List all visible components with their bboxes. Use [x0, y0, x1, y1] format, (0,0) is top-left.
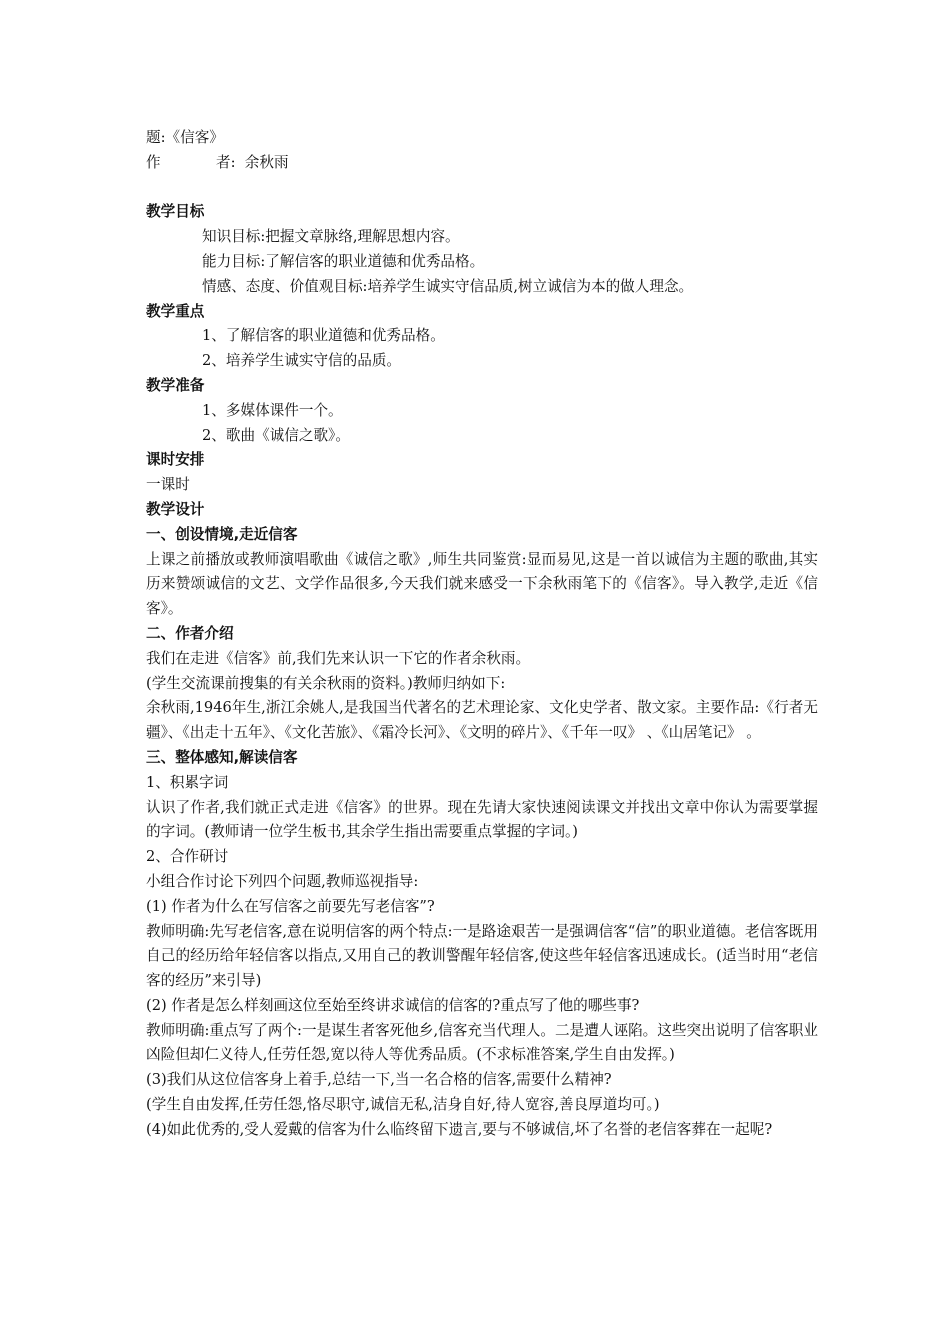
author-line — [146, 151, 818, 176]
section3-heading: 三、整体感知,解读信客 — [146, 748, 298, 766]
section2-line: 我们在走进《信客》前,我们先来认识一下它的作者余秋雨。 — [146, 649, 531, 667]
subsection-intro: 小组合作讨论下列四个问题,教师巡视指导: — [146, 872, 419, 890]
question: (4)如此优秀的,受人爱戴的信客为什么临终留下遗言,要与不够诚信,坏了名誉的老信客葬在一起呢? — [146, 1120, 773, 1138]
question: (3)我们从这位信客身上着手,总结一下,当一名合格的信客,需要什么精神? — [146, 1071, 612, 1089]
question: (1) 作者为什么在写信客之前要先写老信客”? — [146, 897, 435, 915]
author-bio: 余秋雨,1946年生,浙江余姚人,是我国当代著名的艺术理论家、文化史学者、散文家。主要作品:《行者无疆》、《出走十五年》、《文化苦旅》、《霜冷长河》、《文明的碎片》、《千年一叹》 、《山居笔记》 。 — [146, 699, 818, 742]
author-label-left: 作 — [146, 153, 161, 171]
key-points-heading: 教学重点 — [146, 302, 205, 320]
key-point-item: 1、了解信客的职业道德和优秀品格。 — [202, 327, 445, 345]
goal-item: 知识目标:把握文章脉络,理解思想内容。 — [202, 228, 460, 246]
goal-item: 情感、态度、价值观目标:培养学生诚实守信品质,树立诚信为本的做人理念。 — [202, 277, 694, 295]
subsection-title: 2、合作研讨 — [146, 848, 229, 866]
spacer — [146, 176, 818, 201]
preparation-heading: 教学准备 — [146, 376, 205, 394]
answer: 教师明确:先写老信客,意在说明信客的两个特点:一是路途艰苦一是强调信客“信”的职业道德。老信客既用自己的经历给年轻信客以指点,又用自己的教训警醒年轻信客,使这些年轻信客迅速成长。(适当时用“老信客的经历”来引导) — [146, 922, 818, 990]
author-name: 余秋雨 — [244, 153, 289, 171]
author-label-right: 者: — [216, 153, 236, 171]
answer: (学生自由发挥,任劳任怨,恪尽职守,诚信无私,洁身自好,待人宽容,善良厚道均可。) — [146, 1096, 660, 1114]
goal-item: 能力目标:了解信客的职业道德和优秀品格。 — [202, 252, 485, 270]
document-page — [146, 126, 818, 1143]
goals-heading: 教学目标 — [146, 203, 205, 221]
key-point-item: 2、培养学生诚实守信的品质。 — [202, 352, 402, 370]
section1-heading: 一、创设情境,走近信客 — [146, 525, 298, 543]
section2-line: (学生交流课前搜集的有关余秋雨的资料。)教师归纳如下: — [146, 674, 506, 692]
preparation-item: 2、歌曲《诚信之歌》。 — [202, 426, 350, 444]
section2-heading: 二、作者介绍 — [146, 624, 234, 642]
schedule-heading: 课时安排 — [146, 451, 205, 469]
lesson-title: 题:《信客》 — [146, 129, 224, 146]
question: (2) 作者是怎么样刻画这位至始至终讲求诚信的信客的?重点写了他的哪些事? — [146, 996, 640, 1014]
schedule-text: 一课时 — [146, 476, 190, 494]
answer: 教师明确:重点写了两个:一是谋生者客死他乡,信客充当代理人。二是遭人诬陷。这些突出说明了信客职业凶险但却仁义待人,任劳任怨,宽以待人等优秀品质。(不求标准答案,学生自由发挥。) — [146, 1021, 818, 1064]
section1-text: 上课之前播放或教师演唱歌曲《诚信之歌》,师生共同鉴赏:显而易见,这是一首以诚信为主题的歌曲,其实历来赞颂诚信的文艺、文学作品很多,今天我们就来感受一下余秋雨笔下的《信客》。导入教学,走近《信客》。 — [146, 550, 818, 618]
preparation-item: 1、多媒体课件一个。 — [202, 401, 343, 419]
subsection-text: 认识了作者,我们就正式走进《信客》的世界。现在先请大家快速阅读课文并找出文章中你认为需要掌握的字词。(教师请一位学生板书,其余学生指出需要重点掌握的字词。) — [146, 798, 818, 841]
subsection-title: 1、积累字词 — [146, 773, 229, 791]
design-heading: 教学设计 — [146, 500, 205, 518]
